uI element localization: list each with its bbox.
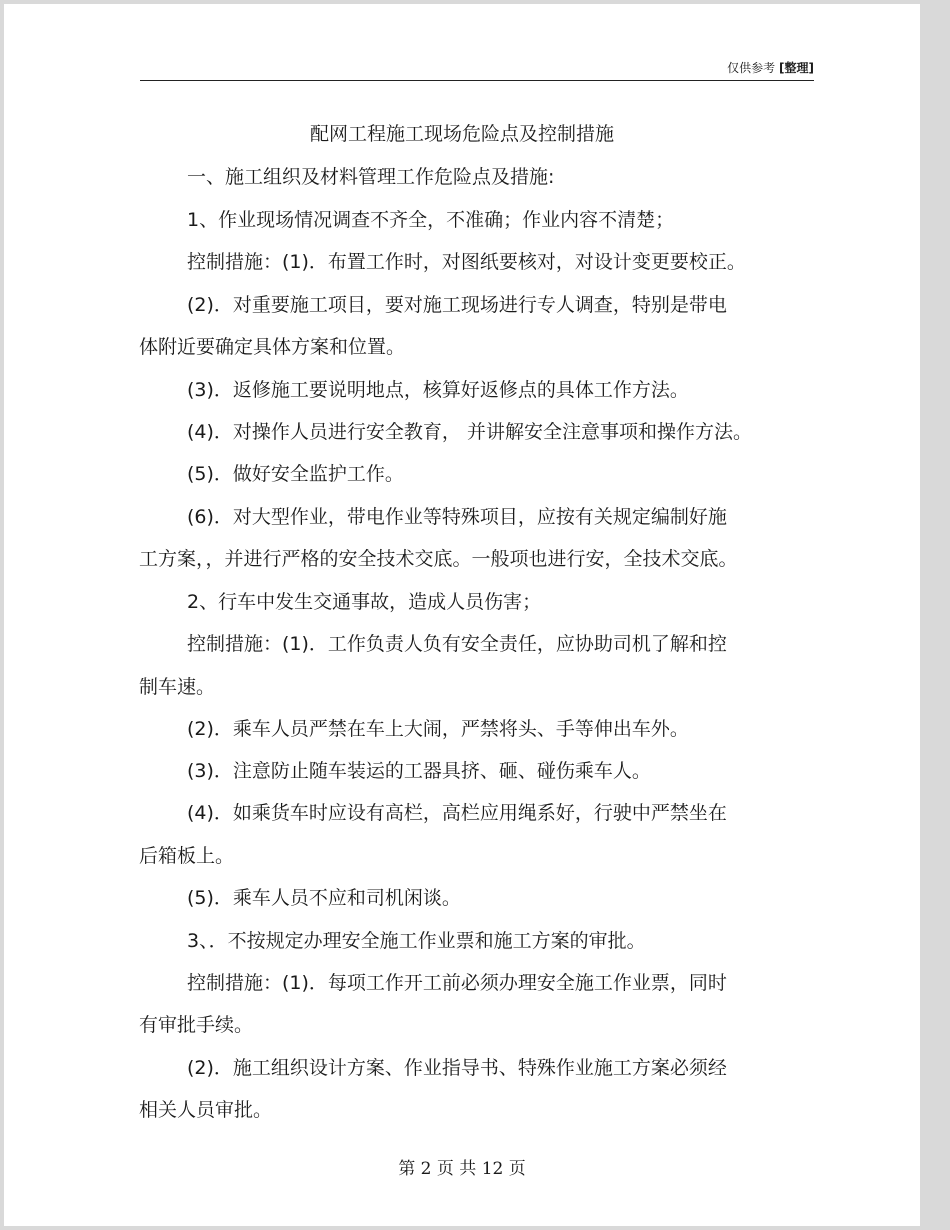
paragraph-line: 控制措施：(1)．工作负责人负有安全责任，应协助司机了解和控 <box>187 633 727 655</box>
paragraph-line: 1、作业现场情况调查不齐全，不准确；作业内容不清楚； <box>187 209 675 231</box>
paragraph-line: (5)．做好安全监护工作。 <box>187 463 404 485</box>
paragraph-line: (2)．乘车人员严禁在车上大闹，严禁将头、手等伸出车外。 <box>187 718 689 740</box>
paragraph-line: 体附近要确定具体方案和位置。 <box>139 336 406 358</box>
page-footer: 第 2 页 共 12 页 <box>398 1159 526 1179</box>
paragraph-line: (4)．如乘货车时应设有高栏，高栏应用绳系好，行驶中严禁坐在 <box>187 802 727 824</box>
paragraph-line: (5)．乘车人员不应和司机闲谈。 <box>187 887 461 909</box>
paragraph-line: 有审批手续。 <box>139 1014 254 1036</box>
document-page <box>4 4 920 1226</box>
header-ref-text: 仅供参考 <box>727 61 776 75</box>
paragraph-line: (2)．对重要施工项目，要对施工现场进行专人调查，特别是带电 <box>187 294 727 316</box>
paragraph-line: (3)．注意防止随车装运的工器具挤、砸、碰伤乘车人。 <box>187 760 651 782</box>
paragraph-line: 控制措施：(1)．布置工作时，对图纸要核对，对设计变更要校正。 <box>187 251 746 273</box>
paragraph-line: (4)．对操作人员进行安全教育， 并讲解安全注意事项和操作方法。 <box>187 421 752 443</box>
paragraph-line: 后箱板上。 <box>139 845 235 867</box>
page-header <box>140 60 814 81</box>
paragraph-line: 控制措施：(1)．每项工作开工前必须办理安全施工作业票，同时 <box>187 972 727 994</box>
paragraph-line: (3)．返修施工要说明地点，核算好返修点的具体工作方法。 <box>187 379 689 401</box>
paragraph-line: 工方案，，并进行严格的安全技术交底。一般项也进行安，全技术交底。 <box>139 548 738 570</box>
paragraph-line: (6)．对大型作业，带电作业等特殊项目，应按有关规定编制好施 <box>187 506 727 528</box>
paragraph-line: 制车速。 <box>139 676 216 698</box>
paragraph-line: 相关人员审批。 <box>139 1099 273 1121</box>
paragraph-line: (2)．施工组织设计方案、作业指导书、特殊作业施工方案必须经 <box>187 1057 727 1079</box>
document-title: 配网工程施工现场危险点及控制措施 <box>309 123 614 145</box>
header-tag-text: [整理] <box>779 61 814 75</box>
paragraph-line: 3、．不按规定办理安全施工作业票和施工方案的审批。 <box>187 930 646 952</box>
paragraph-line: 2、行车中发生交通事故，造成人员伤害； <box>187 591 542 613</box>
section-heading: 一、施工组织及材料管理工作危险点及措施: <box>187 166 555 188</box>
